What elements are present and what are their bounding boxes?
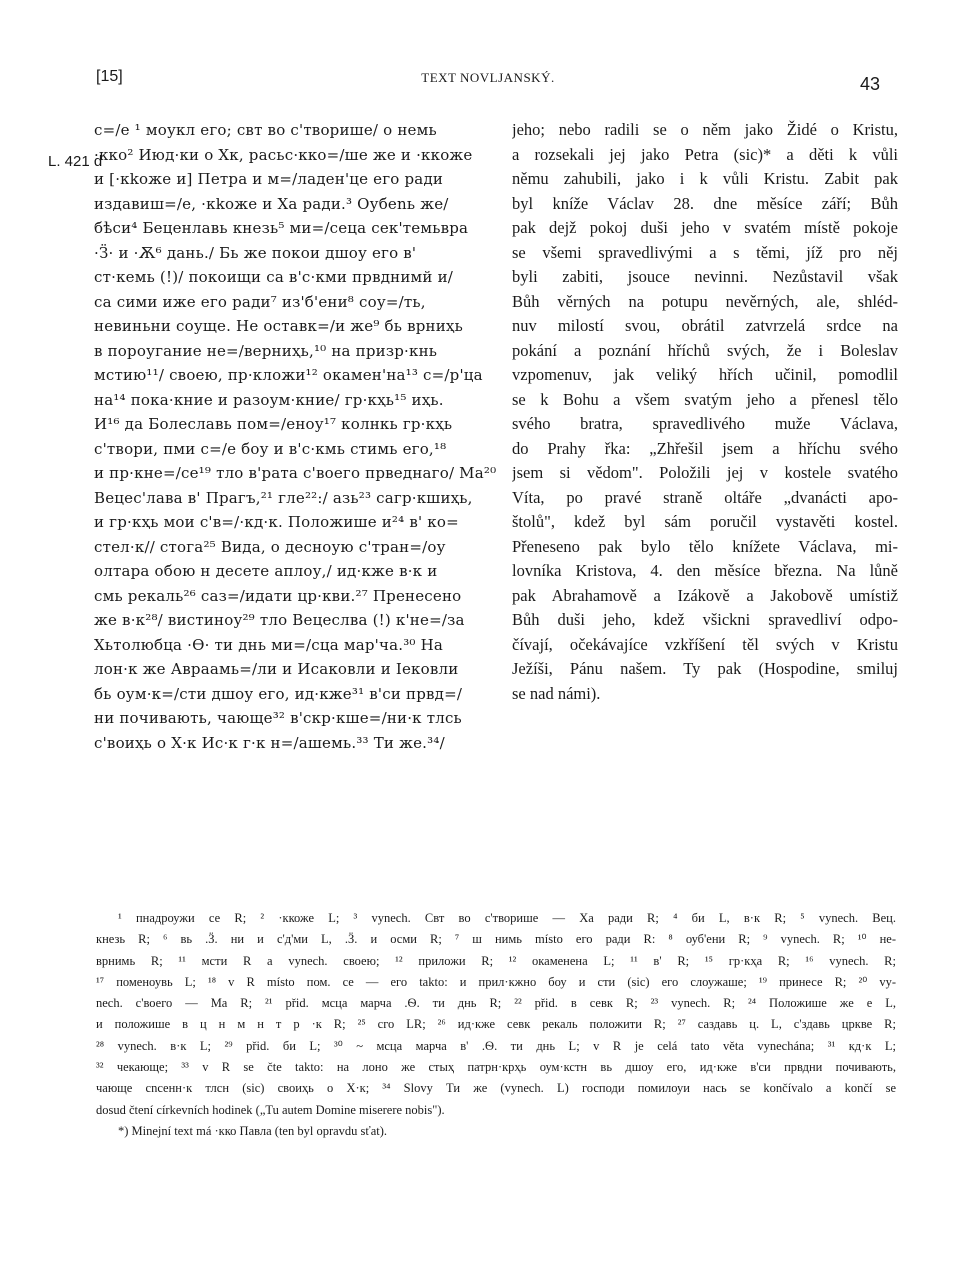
footnote-line: врнимь R; ¹¹ мсти R a vynech. своею; ¹² приложи R; ¹² окаменена L; ¹¹ в' R; ¹⁵ гр·кҳа R; ¹⁶ vynech. R; <box>96 953 896 968</box>
czech-line: byl kníže Václav 28. dne měsíce září; Bůh <box>512 193 898 213</box>
slavonic-line: стел·к// стога²⁵ Вида, о десноую с'тран=/оу <box>94 537 446 556</box>
footnote-line: ¹ пнадроужи се R; ² ·ккоже L; ³ vynech. Свт во с'творише — Ха ради R; ⁴ би L, в·к R; ⁵ vynech. Вец. <box>118 911 896 925</box>
czech-translation-column <box>512 118 898 706</box>
running-head <box>96 64 880 94</box>
slavonic-line: же в·к²⁸/ вистиноу²⁹ тло Вецеслва (!) к'не=/за <box>94 611 465 629</box>
page-number: 43 <box>859 74 880 94</box>
page-reference: [15] <box>96 68 123 85</box>
czech-line: pokání a poznání hříchů svých, že i Boleslav <box>512 340 898 360</box>
czech-line: Ježíši, Pánu našem. Ty pak (Hospodine, smiluj <box>512 659 898 678</box>
slavonic-text-column <box>94 118 498 755</box>
slavonic-line: мстию¹¹/ своею, пр·кложи¹² окамен'на¹³ с=/р'ца <box>94 366 483 384</box>
czech-line: němu zahubili, jako i k vůli Kristu. Zabit pak <box>512 169 898 188</box>
slavonic-line: в пороугание не=/верниҳь,¹⁰ на призр·кнь <box>94 341 438 360</box>
czech-line: se k Bohu a všem svatým jeho a přenesl tělo <box>512 389 898 409</box>
czech-line: čívají, očekávajíce vzkříšení těl svých v Kristu <box>512 634 898 654</box>
slavonic-line: ни почивають, чающе³² в'скр·кше=/ни·к тлсь <box>94 709 462 727</box>
slavonic-line: с=/е ¹ моукл его; свт во с'творише/ о немь <box>94 121 437 139</box>
czech-line: se nad námi). <box>512 683 601 703</box>
slavonic-line: ·кко² Июд·ки о Хк, расьс·кко=/ше же и ·ккоже <box>94 145 473 164</box>
czech-line: pak Abrahamově a Izákově a Jakobově umístiž <box>512 585 898 605</box>
czech-line: štolů", kdež byl sám poručil vystavěti kostel. <box>512 512 898 531</box>
footnote-line: и положише в ц н м н т р ·к R; ²⁵ сго LR; ²⁶ ид·кже севк рекаль положити R; ²⁷ саздавь ц. L, с'здавь цркве R; <box>96 1017 896 1032</box>
czech-line: lovníka Kristova, 4. den měsíce března. Na lůně <box>512 561 898 580</box>
czech-line: a rozsekali jej jako Petra (sic)* a děti k vůli <box>512 144 898 164</box>
slavonic-line: бѣси⁴ Беценлавь кнезь⁵ ми=/сеца сек'темьвра <box>94 219 469 237</box>
footnote-line: nech. с'воего — Ма R; ²¹ přid. мсца марча .Ѳ. ти днь R; ²² přid. в севк R; ²³ vynech. R; ²⁴ Положише же е L, <box>96 996 896 1011</box>
footnote-line: кнезь R; ⁶ вь .Ӟ. ни и с'д'ми L, .Ӟ. и осми R; ⁷ ш нимь místo его ради R: ⁸ оуб'ени R; ⁹ vynech. R; ¹⁰ не- <box>96 932 896 947</box>
slavonic-line: и [·кkоже и] Петра и м=/ладен'це его ради <box>94 170 444 188</box>
margin-note: L. 421 d <box>48 153 103 170</box>
czech-line: do Prahy řka: „Zhřešil jsem a hříchu svého <box>512 438 898 458</box>
czech-line: jsem si vědom". Položili jej v kostele svatého <box>512 463 898 482</box>
slavonic-line: ст·кемь (!)/ покоищи са в'с·кми првднимй и/ <box>94 268 454 286</box>
czech-line: svého bratra, spravedlivého muže Václava, <box>512 414 898 433</box>
slavonic-line: и пр·кне=/се¹⁹ тло в'рата с'воего прведнаго/ Ма²⁰ <box>94 464 497 482</box>
running-title: TEXT NOVLJANSKÝ. <box>421 70 555 85</box>
czech-line: pak dejž pokoj duši jeho v svatém místě pokoje <box>512 218 898 237</box>
footnote-line: dosud čtení církevních hodinek („Tu autem Domine miserere nobis"). <box>96 1102 445 1117</box>
slavonic-line: олтара обою н десете аплоу,/ ид·кже в·к и <box>94 562 438 580</box>
czech-line: nuv milostí svou, obrátil zatvrzelá srdce na <box>512 316 898 335</box>
footnote-line: ³² чекающе; ³³ v R se čte takto: на лоно же стыҳ патрн·крҳь оум·кстн вь дшоу его, ид·кже в'си првдни почивають, <box>96 1060 896 1075</box>
slavonic-line: И¹⁶ да Болеславь пом=/еноу¹⁷ колнкь гр·кҳь <box>94 415 453 433</box>
slavonic-line: с'воиҳь о Х·к Ис·к г·к н=/ашемь.³³ Ти же.³⁴/ <box>94 733 445 752</box>
footnotes <box>96 908 896 1142</box>
czech-line: Bůh věrných na potupu nevěrných, ale, shléd- <box>512 291 898 311</box>
czech-line: se všemi spravedlivými a s těmi, jíž pro něj <box>512 242 898 262</box>
footnote-line: ¹⁷ поменоувь L; ¹⁸ v R místo пом. се — его takto: и прил·кжно боу и сти (sic) его слоужаше; ¹⁹ принесе R; ²⁰ vy- <box>96 974 896 989</box>
footnote-line: чающе сnсенн·к тлсн (sic) своиҳь о Х·к; ³⁴ Slovy Ти же (vynech. L) господи помилоуи нась se končívalo a končí se <box>96 1081 896 1096</box>
slavonic-line: с'твори, пми с=/е боу и в'с·кмь стимь его,¹⁸ <box>94 439 447 458</box>
slavonic-line: Хьтолюбца ·Ѳ· ти днь ми=/сца мар'ча.³⁰ На <box>94 635 444 654</box>
slavonic-line: са сими иже его ради⁷ из'б'ени⁸ соу=/ть, <box>94 292 426 311</box>
footnote-line: *) Minejní text má ·кко Павла (ten byl opravdu sťat). <box>118 1123 388 1138</box>
slavonic-line: Вецес'лава в' Прагъ,²¹ гле²²:/ азь²³ сагр·кшиҳь, <box>94 488 473 507</box>
slavonic-line: бь оум·к=/сти дшоу его, ид·кже³¹ в'си првд=/ <box>94 684 463 703</box>
czech-line: vzpomenuv, jak veliký hřích učinil, pomodlil <box>512 365 898 384</box>
slavonic-line: и гр·кҳь мои с'в=/·кд·к. Положише и²⁴ в' ко= <box>94 513 459 531</box>
slavonic-line: ·Ӟ· и ·Ѫ⁶ дань./ Бь же покои дшоу его в' <box>94 243 417 262</box>
slavonic-line: невиньни соуще. Не оставк=/и же⁹ бь врниҳь <box>94 317 463 335</box>
slavonic-line: лон·к же Авраамь=/ли и Исаковли и Ӏековли <box>94 660 459 678</box>
czech-line: Přeneseno pak bylo tělo knížete Václava, mi- <box>512 536 898 556</box>
slavonic-line: на¹⁴ пока·кние и разоум·кние/ гр·кҳь¹⁵ иҳь. <box>94 390 444 409</box>
slavonic-line: издавиш=/е, ·кkоже и Ха ради.³ Оубеnь же/ <box>94 194 449 213</box>
czech-line: Bůh duši jeho, kdež všickni spravedliví odpo- <box>512 610 898 629</box>
czech-line: jeho; nebo radili se o něm jako Židé o Kristu, <box>512 120 898 139</box>
czech-line: byli zabiti, jsouce nevinni. Nezůstavil však <box>512 267 898 286</box>
footnote-line: ²⁸ vynech. в·к L; ²⁹ přid. би L; ³⁰ ~ мсца марча в' .Ѳ. ти днь L; v R je celá tato věta vynechána; ³¹ кд·к L; <box>96 1038 896 1053</box>
czech-line: Víta, po pravé straně oltáře „dvanácti apo- <box>512 487 898 507</box>
slavonic-line: смь рекаль²⁶ саз=/идати цр·кви.²⁷ Пренесено <box>94 586 462 605</box>
